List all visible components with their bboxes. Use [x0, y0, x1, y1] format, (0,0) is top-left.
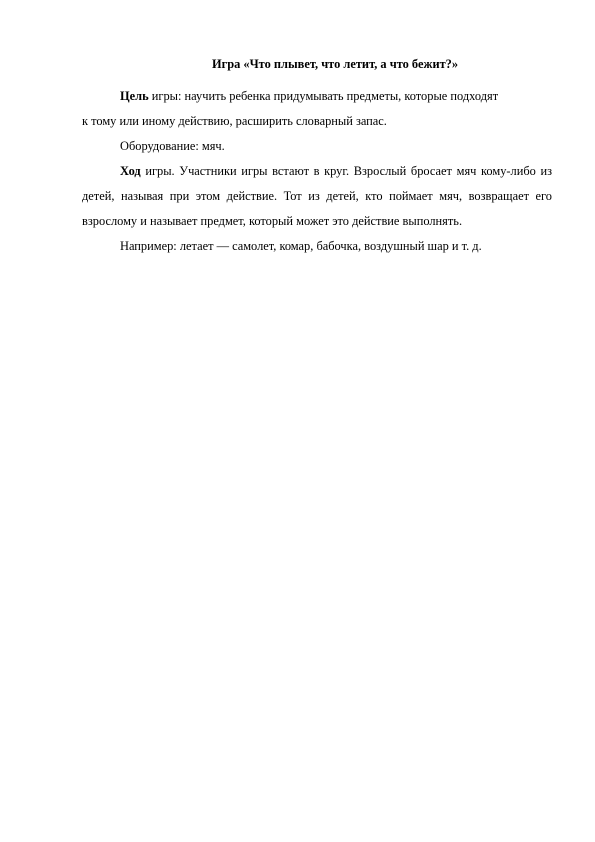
goal-line-1	[82, 84, 552, 109]
goal-label: Цель	[120, 89, 149, 103]
goal-text: игры: научить ребенка придумывать предметы, которые подходят	[148, 89, 499, 103]
equipment-paragraph: Оборудование: мяч.	[120, 139, 225, 153]
game-title: Игра «Что плывет, что летит, а что бежит?»	[211, 57, 459, 71]
course-paragraph	[82, 159, 552, 234]
example-paragraph: Например: летает — самолет, комар, бабочка, воздушный шар и т. д.	[120, 239, 482, 253]
course-label: Ход	[120, 164, 141, 178]
goal-line-2: к тому или иному действию, расширить словарный запас.	[82, 114, 387, 128]
document-content	[82, 56, 552, 259]
goal-paragraph	[82, 84, 552, 134]
course-text: игры. Участники игры встают в круг. Взрослый бросает мяч кому-либо из детей, называя при этом действие. Тот из детей, кто поймает мяч, возвращает его взрослому и называет предмет, который может это действие выполнять.	[82, 164, 552, 228]
